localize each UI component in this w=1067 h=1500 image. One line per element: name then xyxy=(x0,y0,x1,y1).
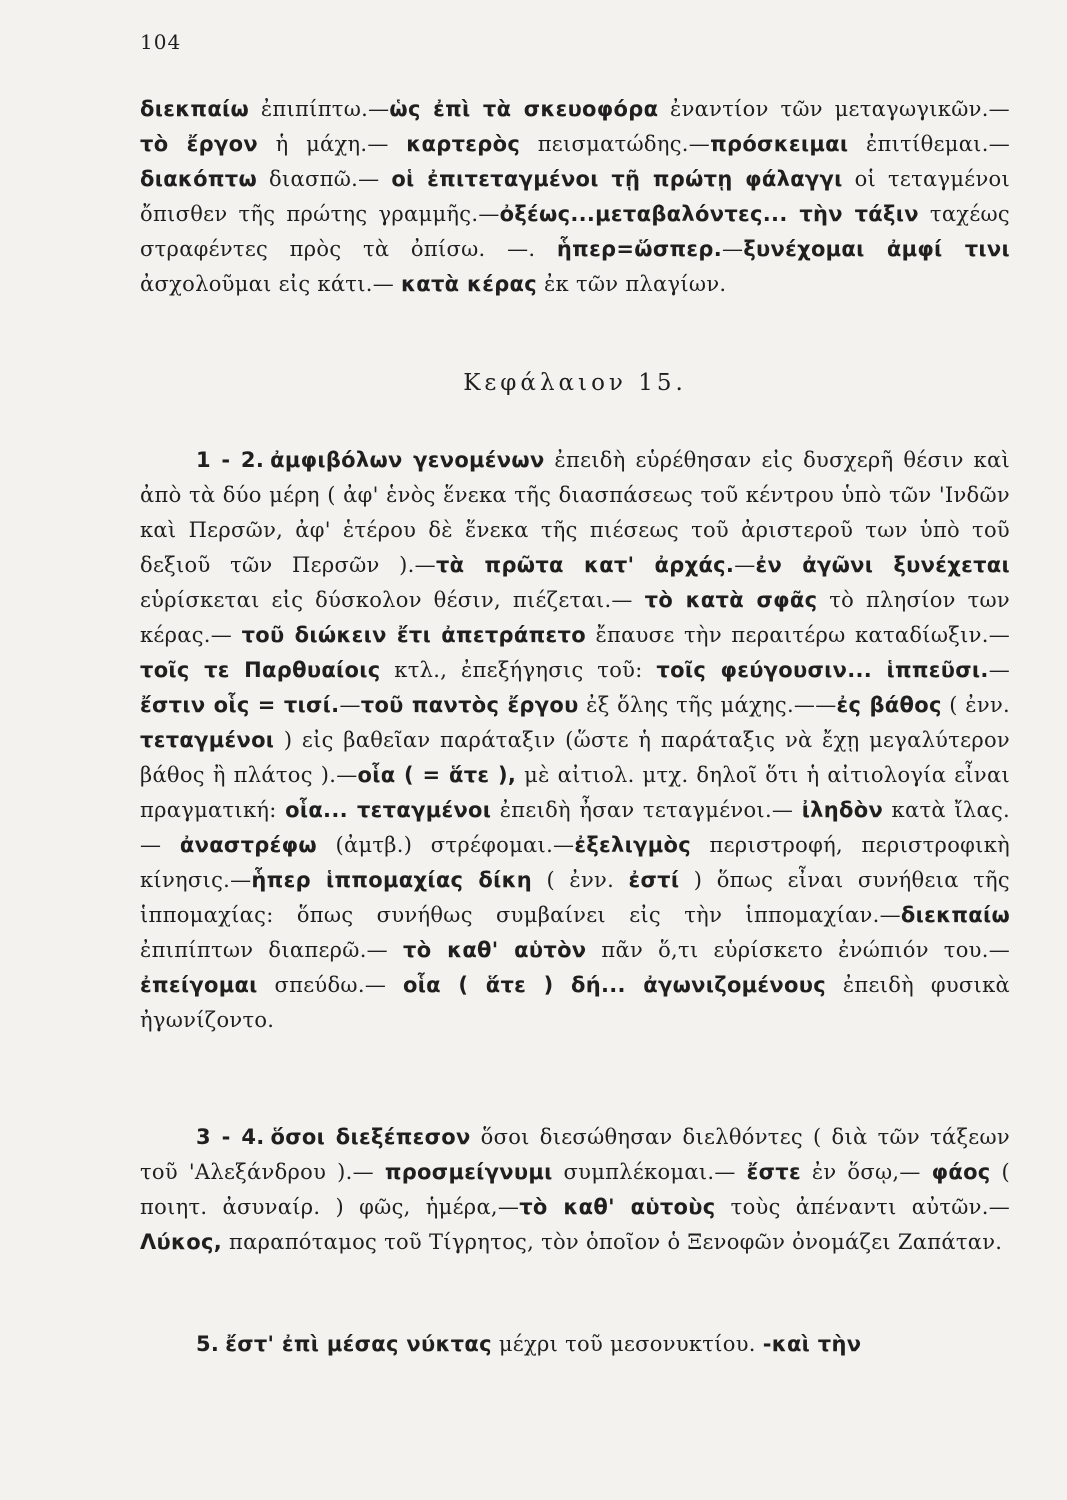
explanation-text: ἐν ὅσῳ,— xyxy=(800,1160,932,1184)
explanation-text: ) εἰς βαθεῖαν παράταξιν (ὥστε ἡ παράταξις νὰ ἔχῃ μεγαλύτερον βάθος ἢ πλάτος ).— xyxy=(140,728,1010,787)
greek-term: ἐς βάθος xyxy=(836,693,942,717)
explanation-text: κτλ., ἐπεξήγησις τοῦ: xyxy=(380,658,657,682)
greek-term: τὰ πρῶτα κατ' ἀρχάς. xyxy=(435,553,735,577)
explanation-text: ἐκ τῶν πλαγίων. xyxy=(537,272,727,296)
explanation-text: ἐξ ὅλης τῆς μάχης.—— xyxy=(578,693,837,717)
greek-term: ἔστ' ἐπὶ μέσας νύκτας xyxy=(225,1332,492,1356)
explanation-text: διασπῶ.— xyxy=(257,167,392,191)
explanation-text: ταχέως στραφέντες πρὸς τὰ ὀπίσω. —. xyxy=(140,202,1010,261)
explanation-text: τοὺς ἀπέναντι αὐτῶν.— xyxy=(715,1195,1010,1219)
greek-term: Λύκος, xyxy=(140,1230,223,1254)
greek-term: κατὰ κέρας xyxy=(401,272,538,296)
explanation-text: ἐπειδὴ ἦσαν τεταγμένοι.— xyxy=(491,798,802,822)
explanation-text: ἐπειδὴ εὑρέθησαν εἰς δυσχερῆ θέσιν καὶ ἀπὸ τὰ δύο μέρη ( ἀφ' ἑνὸς ἕνεκα τῆς διασπάσεως τοῦ κέντρου ὑπὸ τῶν 'Ινδῶν καὶ Περσῶν, ἀφ' ἑτέρου δὲ ἕνεκα τῆς πιέσεως τοῦ ἀριστεροῦ των ὑπὸ τοῦ δεξιοῦ τῶν Περσῶν ).— xyxy=(140,448,1010,577)
explanation-text: (ἀμτβ.) στρέφομαι.— xyxy=(316,833,575,857)
greek-term: ἧπερ=ὥσπερ. xyxy=(556,237,723,261)
greek-term: ἔστε xyxy=(746,1160,801,1184)
explanation-text: πᾶν ὅ,τι εὑρίσκετο ἐνώπιόν του.— xyxy=(586,938,1011,962)
greek-term: -καὶ τὴν xyxy=(762,1332,862,1356)
explanation-text: ( ἐνν. xyxy=(532,868,629,892)
greek-term: φάος xyxy=(931,1160,991,1184)
section-number: 1 - 2. xyxy=(196,448,265,472)
greek-term: ἐν ἀγῶνι ξυνέχεται xyxy=(755,553,1010,577)
chapter-heading: Κεφάλαιον 15. xyxy=(463,370,687,396)
explanation-text: ἐπιτίθεμαι.— xyxy=(848,132,1010,156)
greek-term: οἷα ( = ἅτε ), xyxy=(357,763,517,787)
explanation-text: ἔπαυσε τὴν περαιτέρω καταδίωξιν.— xyxy=(585,623,1010,647)
explanation-text: μέχρι τοῦ μεσονυκτίου. xyxy=(491,1332,763,1356)
greek-term: τὸ κατὰ σφᾶς xyxy=(644,588,818,612)
explanation-text: ἀσχολοῦμαι εἰς κάτι.— xyxy=(140,272,401,296)
greek-term: τοῦ παντὸς ἔργου xyxy=(360,693,579,717)
greek-term: διεκπαίω xyxy=(900,903,1010,927)
greek-term: ὅσοι διεξέπεσον xyxy=(270,1125,471,1149)
explanation-text: ἡ μάχη.— xyxy=(257,132,407,156)
greek-term: ἀναστρέφω xyxy=(179,833,317,857)
explanation-text: κατὰ ἴλας.— xyxy=(140,798,1010,857)
greek-term: τὸ ἔργον xyxy=(140,132,258,156)
explanation-text: ἐπιπίπτων διαπερῶ.— xyxy=(140,938,403,962)
greek-term: προσμείγνυμι xyxy=(384,1160,553,1184)
page-number: 104 xyxy=(140,30,182,54)
explanation-text: ἐπιπίπτω.— xyxy=(249,97,390,121)
explanation-text: ( ἐνν. xyxy=(941,693,1010,717)
greek-term: διεκπαίω xyxy=(140,97,250,121)
explanation-text: — xyxy=(339,693,361,717)
greek-term: ὡς ἐπὶ τὰ σκευοφόρα xyxy=(389,97,659,121)
explanation-text: ) ὅπως εἶναι συνήθεια τῆς ἱππομαχίας: ὅπως συνήθως συμβαίνει εἰς τὴν ἱππομαχίαν.— xyxy=(140,868,1010,927)
greek-term: ἀμφιβόλων γενομένων xyxy=(270,448,545,472)
greek-term: τοῖς τε Παρθυαίοις xyxy=(140,658,381,682)
greek-term: τεταγμένοι xyxy=(140,728,275,752)
greek-term: τὸ καθ' αὑτοὺς xyxy=(519,1195,716,1219)
explanation-text: — xyxy=(722,237,744,261)
explanation-text: οἱ τεταγμένοι ὄπισθεν τῆς πρώτης γραμμῆς.— xyxy=(140,167,1010,226)
section-number: 3 - 4. xyxy=(196,1125,265,1149)
greek-term: ἐστί xyxy=(628,868,680,892)
greek-term: ἰληδὸν xyxy=(801,798,884,822)
explanation-text: — xyxy=(988,658,1010,682)
greek-term: οἱ ἐπιτεταγμένοι τῇ πρώτῃ φάλαγγι xyxy=(391,167,843,191)
explanation-text: τὸ πλησίον των κέρας.— xyxy=(140,588,1011,647)
greek-term: ἐξελιγμὸς xyxy=(574,833,691,857)
greek-term: ἐπείγομαι xyxy=(140,973,258,997)
greek-term: πρόσκειμαι xyxy=(710,132,849,156)
greek-term: τὸ καθ' αὑτὸν xyxy=(403,938,587,962)
section-number: 5. xyxy=(196,1332,220,1356)
explanation-text: ἐπειδὴ φυσικὰ ἠγωνίζοντο. xyxy=(140,973,1011,1032)
greek-term: τοῖς φεύγουσιν... ἱππεῦσι. xyxy=(656,658,989,682)
explanation-text: συμπλέκομαι.— xyxy=(552,1160,747,1184)
explanation-text: μὲ αἰτιολ. μτχ. δηλοῖ ὅτι ἡ αἰτιολογία εἶναι πραγματική: xyxy=(140,763,1010,822)
greek-term: ξυνέχομαι ἀμφί τινι xyxy=(743,237,1010,261)
greek-term: οἷα... τεταγμένοι xyxy=(285,798,492,822)
explanation-text: ὅσοι διεσώθησαν διελθόντες ( διὰ τῶν τάξεων τοῦ 'Αλεξάνδρου ).— xyxy=(140,1125,1010,1184)
explanation-text: πεισματώδης.— xyxy=(520,132,711,156)
explanation-text: — xyxy=(734,553,756,577)
explanation-text: ἐναντίον τῶν μεταγωγικῶν.— xyxy=(658,97,1010,121)
section-3-4-paragraph xyxy=(140,1120,1010,1260)
greek-term: τοῦ διώκειν ἔτι ἀπετράπετο xyxy=(241,623,586,647)
greek-term: ἧπερ ἱππομαχίας δίκη xyxy=(251,868,533,892)
greek-term: ὀξέως...μεταβαλόντες... τὴν τάξιν xyxy=(499,202,919,226)
greek-term: καρτερὸς xyxy=(406,132,521,156)
section-1-2-paragraph xyxy=(140,443,1010,1038)
section-5-paragraph xyxy=(140,1327,1010,1362)
greek-term: ἔστιν οἷς = τισί. xyxy=(140,693,340,717)
explanation-text: σπεύδω.— xyxy=(257,973,403,997)
explanation-text: περιστροφή, περιστροφικὴ κίνησις.— xyxy=(140,833,1010,892)
explanation-text: εὑρίσκεται εἰς δύσκολον θέσιν, πιέζεται.— xyxy=(140,588,645,612)
greek-term: οἷα ( ἅτε ) δή... ἀγωνιζομένους xyxy=(402,973,826,997)
explanation-text: παραπόταμος τοῦ Τίγρητος, τὸν ὁποῖον ὁ Ξενοφῶν ὀνομάζει Ζαπάταν. xyxy=(222,1230,1003,1254)
glossary-top-paragraph xyxy=(140,92,1010,302)
explanation-text: ( ποιητ. ἀσυναίρ. ) φῶς, ἡμέρα,— xyxy=(140,1160,1010,1219)
greek-term: διακόπτω xyxy=(140,167,258,191)
